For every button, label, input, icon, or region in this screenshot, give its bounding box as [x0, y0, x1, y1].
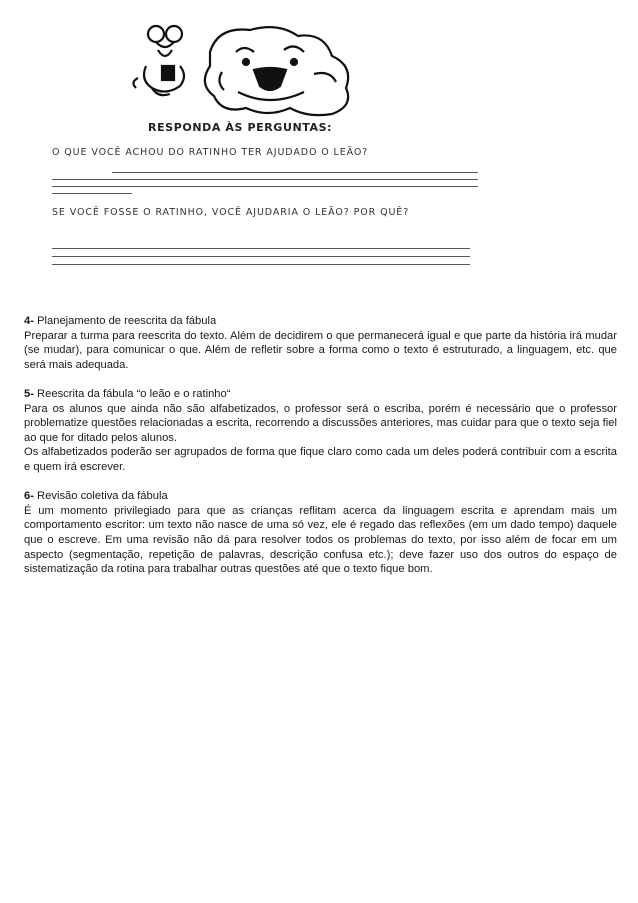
- section-paragraph: Para os alunos que ainda não são alfabetizados, o professor será o escriba, porém é necessário que o professor problematize questões relacionadas a escrita, recorrendo a discussões anteriores, mas cuidar para que o texto seja fiel ao que for ditado pelos alunos.: [24, 402, 617, 444]
- section-title: [24, 387, 617, 402]
- section-number: 6-: [24, 490, 34, 503]
- answer-line: [52, 186, 478, 187]
- section-6: [24, 489, 617, 577]
- section-title-text: Reescrita da fábula “o leão e o ratinho“: [33, 387, 231, 400]
- section-paragraph: Os alfabetizados poderão ser agrupados de forma que fique claro como cada um deles poderá contribuir com a escrita e quem irá escrever.: [24, 446, 617, 473]
- worksheet-heading: RESPONDA ÀS PERGUNTAS:: [148, 121, 333, 134]
- answer-line: [52, 256, 470, 257]
- section-title: [24, 489, 617, 504]
- answer-line: [52, 193, 132, 194]
- illustration: [118, 22, 378, 117]
- mouse-illustration: [133, 26, 184, 95]
- answer-line: [112, 172, 478, 173]
- answer-line: [52, 179, 478, 180]
- section-title: [24, 314, 617, 329]
- section-4: [24, 314, 617, 372]
- section-number: 4-: [24, 315, 34, 327]
- answer-line: [52, 264, 470, 265]
- lion-illustration: [205, 27, 348, 115]
- worksheet-question-2: SE VOCÊ FOSSE O RATINHO, VOCÊ AJUDARIA O LEÃO? POR QUÊ?: [52, 207, 410, 218]
- section-paragraph: É um momento privilegiado para que as crianças reflitam acerca da linguagem escrita e aprendam mais um comportamento escritor: um texto não nasce de uma só vez, ele é regado das reflexões (em um dado tempo) daquele que o escreve. Em uma revisão não dá para resolver todos os problemas do texto, por isso além de focar em um aspecto (segmentação, repetição de palavras, descrição confusa etc.); deve fazer uso dos outros do espaço de sistematização da rotina para trabalhar outras questões até que o texto fique bom.: [24, 504, 617, 576]
- section-title-text: Planejamento de reescrita da fábula: [33, 315, 217, 327]
- answer-line: [52, 248, 470, 249]
- section-5: [24, 387, 617, 475]
- worksheet-question-1: O QUE VOCÊ ACHOU DO RATINHO TER AJUDADO O LEÃO?: [52, 147, 369, 158]
- worksheet-image: [40, 22, 490, 302]
- section-paragraph: Preparar a turma para reescrita do texto. Além de decidirem o que permanecerá igual e que parte da história irá mudar (se mudar), para comunicar o que. Além de refletir sobre a forma como o texto é estruturado, a linguagem, etc. que será mais adequada.: [24, 329, 617, 371]
- section-title-text: Revisão coletiva da fábula: [33, 490, 168, 503]
- section-number: 5-: [24, 387, 34, 400]
- document-body: [24, 314, 617, 591]
